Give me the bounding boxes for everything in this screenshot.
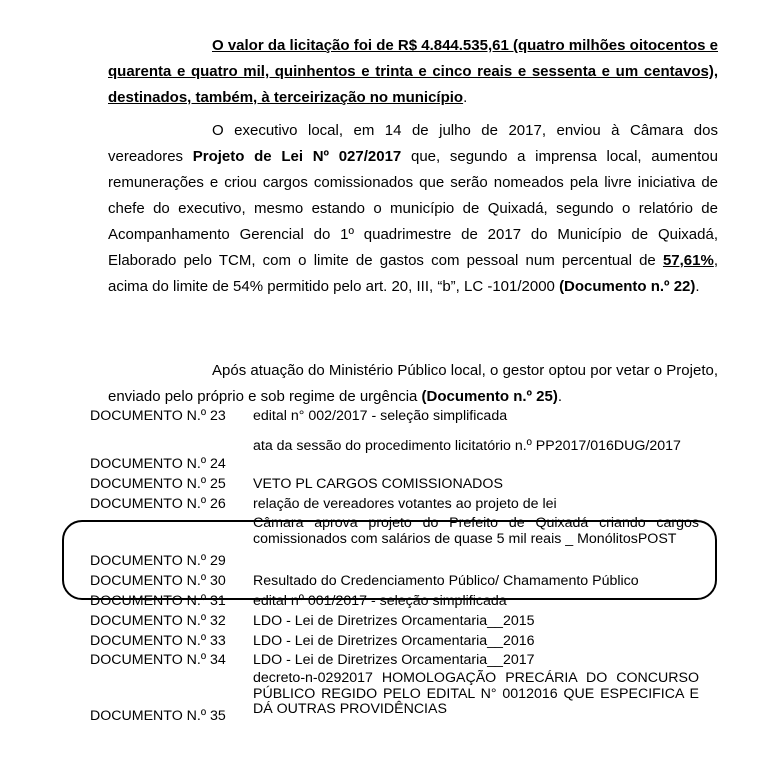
document-description: LDO - Lei de Diretrizes Orcamentaria__2015 [253, 613, 535, 629]
document-number: DOCUMENTO N.º 25 [90, 476, 226, 492]
document-number: DOCUMENTO N.º 35 [90, 708, 226, 724]
document-description: edital nº 001/2017 - seleção simplificada [253, 593, 507, 609]
document-number: DOCUMENTO N.º 32 [90, 613, 226, 629]
projeto-lei-ref: Projeto de Lei Nº 027/2017 [192, 148, 402, 165]
document-description: ata da sessão do procedimento licitatório n.º PP2017/016DUG/2017 [253, 438, 681, 454]
document-description: Resultado do Credenciamento Público/ Chamamento Público [253, 573, 639, 589]
document-number: DOCUMENTO N.º 30 [90, 573, 226, 589]
percentual-value: 57,61% [662, 252, 714, 269]
highlight-box [62, 520, 717, 600]
document-description: decreto-n-0292017 HOMOLOGAÇÃO PRECÁRIA DO CONCURSO PÚBLICO REGIDO PELO EDITAL N° 0012016 QUE ESPECIFICA E DÁ OUTRAS PROVIDÊNCIAS [253, 670, 699, 717]
document-number: DOCUMENTO N.º 26 [90, 496, 226, 512]
documento-25-ref: (Documento n.º 25) [421, 388, 558, 405]
document-number: DOCUMENTO N.º 33 [90, 633, 226, 649]
document-number: DOCUMENTO N.º 23 [90, 408, 226, 424]
paragraph-licitacao: O valor da licitação foi de R$ 4.844.535,61 (quatro milhões oitocentos e quarenta e quatro mil, quinhentos e trinta e cinco reais e sessenta e um centavos), destinados, também, à terceirização no município. [108, 37, 719, 106]
document-description: relação de vereadores votantes ao projeto de lei [253, 496, 557, 512]
document-description: LDO - Lei de Diretrizes Orcamentaria__2016 [253, 633, 535, 649]
document-number: DOCUMENTO N.º 34 [90, 652, 226, 668]
document-description: edital n° 002/2017 - seleção simplificada [253, 408, 508, 424]
document-description: Câmara aprova projeto do Prefeito de Quixadá criando cargos comissionados com salários de quase 5 mil reais _ MonólitosPOST [253, 515, 699, 547]
document-number: DOCUMENTO N.º 31 [90, 593, 226, 609]
paragraph-executivo: O executivo local, em 14 de julho de 2017, enviou à Câmara dos vereadores Projeto de Lei Nº 027/2017 que, segundo a imprensa local, aumentou remunerações e criou cargos comissionados que serão nomeados pela livre iniciativa de chefe do executivo, mesmo estando o município de Quixadá, segundo o relatório de Acompanhamento Gerencial do 1º quadrimestre de 2017 do Município de Quixadá, Elaborado pelo TCM, com o limite de gastos com pessoal num percentual de 57,61%, acima do limite de 54% permitido pelo art. 20, III, “b”, LC -101/2000 (Documento n.º 22). [108, 122, 718, 295]
licitacao-value-text: O valor da licitação foi de R$ 4.844.535,61 (quatro milhões oitocentos e quarenta e quatro mil, quinhentos e trinta e cinco reais e sessenta e um centavos), destinados, também, à terceirização no município [108, 37, 719, 106]
document-description: LDO - Lei de Diretrizes Orcamentaria__2017 [253, 652, 535, 668]
paragraph-ministerio: Após atuação do Ministério Público local, o gestor optou por vetar o Projeto, enviado pelo próprio e sob regime de urgência (Documento n.º 25). [108, 362, 718, 405]
document-description: VETO PL CARGOS COMISSIONADOS [253, 476, 503, 492]
document-number: DOCUMENTO N.º 29 [90, 553, 226, 569]
cut-off-row-container [90, 408, 710, 425]
document-number: DOCUMENTO N.º 24 [90, 456, 226, 472]
documento-22-ref: (Documento n.º 22) [559, 278, 696, 295]
